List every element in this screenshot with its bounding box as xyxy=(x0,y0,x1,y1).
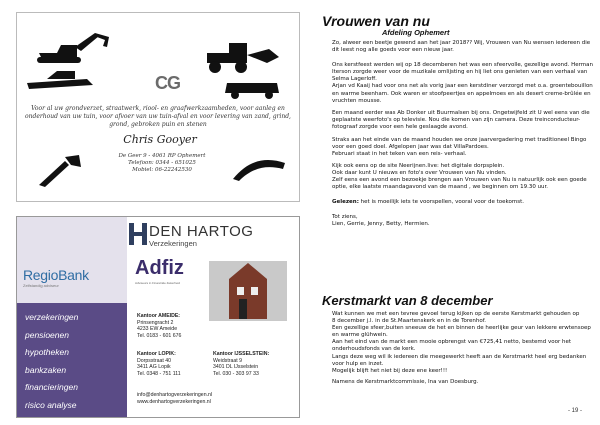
office-ijsselstein: Kantoor IJSSELSTEIN: Weidstraat 9 3401 DL IJsselstein Tel. 030 - 303 97 33 xyxy=(213,351,270,377)
service-item: bankzaken xyxy=(25,364,67,375)
service-item: financieringen xyxy=(25,382,78,392)
ad-phone: Telefoon: 0344 - 651025 xyxy=(128,160,196,166)
service-item: hypotheken xyxy=(25,347,69,357)
article-paragraph: Kijk ook eens op de site Neerijnen.live: het digitale dorpsplein. Ook daar kunt U nieuws en foto's over Vrouwen van Nu vinden. Zelf eens een avond een bezoekje brengen aan Vrouwen van Nu is natuurlijk ook een goede optie, elke laatste maandagavond van de maand , we beginnen om 19.30 uur. xyxy=(332,163,587,191)
article-quote xyxy=(332,199,594,206)
ad-mobile: Mobiel: 06-22242530 xyxy=(132,167,192,173)
service-item: verzekeringen xyxy=(25,312,79,322)
adfiz-logo: Adfiz xyxy=(135,257,184,279)
ad-company-name: Chris Gooyer xyxy=(123,133,197,146)
ad-den-hartog xyxy=(16,216,300,418)
service-item: pensioenen xyxy=(25,329,69,340)
article2-title: Kerstmarkt van 8 december xyxy=(322,293,493,308)
office-lopik: Kantoor LOPIK: Dorpsstraat 40 3411 AG Lopik Tel. 0348 - 751 111 xyxy=(137,351,181,377)
ad-email: info@denhartogverzekeringen.nl xyxy=(137,392,213,398)
article2-body xyxy=(332,311,594,390)
den-hartog-logo-icon xyxy=(129,223,147,245)
shovel-icon xyxy=(35,153,85,189)
pipe-icon xyxy=(229,153,289,183)
signers: Lien, Gerrie, Jenny, Betty, Hermien. xyxy=(332,220,430,227)
quote-text: het is moeilijk iets te voorspellen, vooral voor de toekomst. xyxy=(358,198,525,205)
quote-label: Gelezen: xyxy=(332,198,359,205)
regiobank-sub: Zelfstandig adviseur xyxy=(23,283,59,288)
ad-contact-web xyxy=(137,392,212,405)
regiobank-logo: RegioBank Zelfstandig adviseur xyxy=(23,267,89,288)
ad-address: De Geer 9 - 4061 RP Ophemert xyxy=(118,153,206,159)
article-paragraph: Ons kerstfeest werden wij op 18 decemberen het was een sfeervolle, gezellige avond. Herman Iterson zorgde weer voor de muzikale omlijsting en hij liet ons genieten van een verhaal van Selma Lagerloff. Arjan vd Kaaij had voor ons net als vorig jaar een kerstdiner verzorgd met o.a. groentebouillon en warme beenham. Ook waren er stoofpeertjes en appelmoes en als desert creme-brûlée en vruchten mousse. xyxy=(332,62,594,104)
article2-paragraph: Wat kunnen we met een tevree gevoel terug kijken op de eerste Kerstmarkt gehouden op 8 december j.l. in de St.Maartenskerk en in de Torenhof. Een gezellige sfeer,buiten sneeuw de het en binnen de heerlijke geur van lekkere erwtensoep en warme glühwein. Aan het eind van de markt een mooie opbrengst van €725,41 netto, bestemd voor het onderhoudsfonds van de kerk. Langs deze weg wil ik iedereen die meegewerkt heeft aan de Kerstmarkt heel erg bedanken voor hulp en inzet. Mogelijk blijft het niet bij deze ene keer!!! xyxy=(332,311,591,374)
ad-contact xyxy=(117,153,207,174)
cg-logo: CG xyxy=(155,73,180,93)
ad-slogan: Voor al uw grondverzet, straatwerk, riool- en graafwerkzaamheden, voor aanleg en onderhoud van uw tuin, voor afvoer van uw tuin-afval en voor levering van zand, grind, grond, gebroken puin en stenen xyxy=(25,105,291,128)
office-ameide: Kantoor AMEIDE: Prinsengracht 2 4233 EW Ameide Tel. 0183 - 601 676 xyxy=(137,313,182,339)
article-title: Vrouwen van nu xyxy=(322,13,430,29)
greeting: Tot ziens, xyxy=(332,213,358,220)
article2-signoff: Namens de Kerstmarktcommissie, Ina van Doesburg. xyxy=(332,378,479,385)
article-paragraph: Straks aan het einde van de maand houden we onze jaarvergadering met traditioneel Bingo voor een goed doel. Afgelopen jaar was dat VillaPardoes. Februari staat in het teken van een reis- verhaal. xyxy=(332,136,587,157)
article-subtitle: Afdeling Ophemert xyxy=(382,28,450,37)
service-item: risico analyse xyxy=(25,399,77,410)
article-paragraph: Een maand eerder was Ab Donker uit Buurmalsen bij ons. Ongetwijfeld zit U wel eens van die geplaatste weerfoto's op televisie. Nou die komen van zijn camera. Deze treinconducteur-fotograaf zorgde voor een hele geslaagde avond. xyxy=(332,110,590,131)
page-number: - 19 - xyxy=(568,408,583,414)
office-building-image xyxy=(209,261,287,321)
ad-website: www.denhartogverzekeringen.nl xyxy=(137,398,211,405)
article-signoff xyxy=(332,214,594,228)
den-hartog-sub: Verzekeringen xyxy=(149,239,197,248)
article-paragraph: Zo, alweer een beetje gewend aan het jaar 2018?? Wij, Vrouwen van Nu wensen iedereen die dit leest nog alle goeds voor een nieuw jaar. xyxy=(332,40,591,54)
den-hartog-name: DEN HARTOG xyxy=(149,223,254,240)
services-panel xyxy=(17,303,127,417)
ad-gooyer xyxy=(16,12,300,202)
bank-panel xyxy=(17,217,127,303)
adfiz-sub: Adviseurs in Financiële Zekerheid xyxy=(135,281,181,285)
article-body xyxy=(332,40,594,233)
